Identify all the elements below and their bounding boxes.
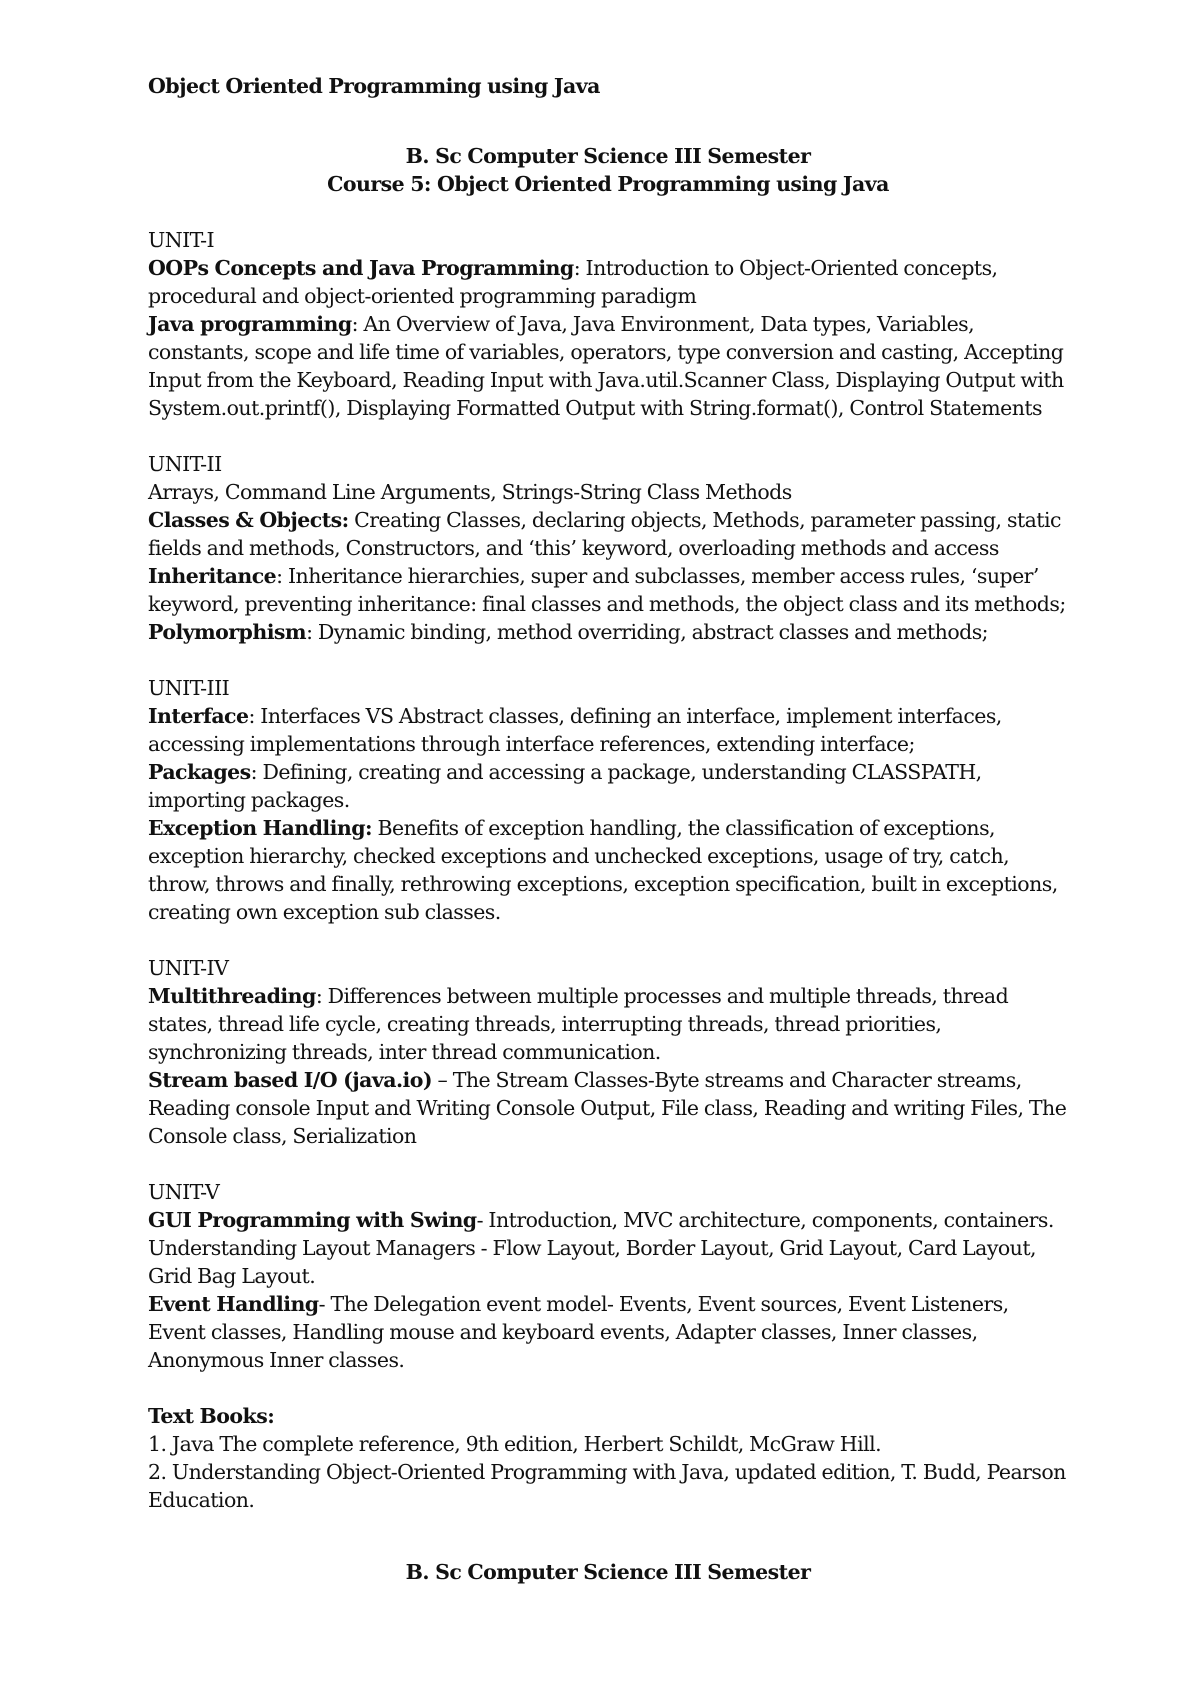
unit-section (148, 450, 1068, 646)
unit-heading: UNIT-III (148, 676, 230, 700)
topic-text: - The Delegation event model- Events, Event sources, Event Listeners, Event classes, Handling mouse and keyboard events, Adapter classes, Inner classes, Anonymous Inner classes. (148, 1292, 1009, 1372)
unit-section (148, 954, 1068, 1150)
topic-paragraph (148, 310, 1068, 422)
topic-lead: Exception Handling: (148, 816, 372, 840)
topic-text: - Introduction, MVC architecture, components, containers. Understanding Layout Managers - Flow Layout, Border Layout, Grid Layout, Card Layout, Grid Bag Layout. (148, 1208, 1054, 1288)
course-semester-title: B. Sc Computer Science III Semester (405, 144, 811, 168)
topic-text: : Introduction to Object-Oriented concepts, procedural and object-oriented programming paradigm (148, 256, 998, 308)
textbook-item: 2. Understanding Object-Oriented Programming with Java, updated edition, T. Budd, Pearson Education. (148, 1460, 1066, 1512)
topic-paragraph (148, 1206, 1068, 1290)
topic-lead: Inheritance (148, 564, 277, 588)
topic-text: : An Overview of Java, Java Environment, Data types, Variables, constants, scope and life time of variables, operators, type conversion and casting, Accepting Input from the Keyboard, Reading Input with Java.util.Scanner Class, Displaying Output with System.out.printf(), Displaying Formatted Output with String.format(), Control Statements (148, 312, 1064, 420)
topic-lead: OOPs Concepts and Java Programming (148, 256, 574, 280)
unit-heading: UNIT-I (148, 228, 215, 252)
topic-text: – The Stream Classes-Byte streams and Character streams, Reading console Input and Writing Console Output, File class, Reading and writing Files, The Console class, Serialization (148, 1068, 1067, 1148)
topic-paragraph (148, 702, 1068, 758)
unit-heading: UNIT-II (148, 452, 222, 476)
topic-lead: Multithreading (148, 984, 316, 1008)
topic-text: : Differences between multiple processes and multiple threads, thread states, thread life cycle, creating threads, interrupting threads, thread priorities, synchronizing threads, inter thread communication. (148, 984, 1009, 1064)
topic-text: : Interfaces VS Abstract classes, defining an interface, implement interfaces, accessing implementations through interface references, extending interface; (148, 704, 1002, 756)
topic-paragraph (148, 618, 1068, 646)
topic-paragraph (148, 982, 1068, 1066)
topic-text: : Defining, creating and accessing a package, understanding CLASSPATH, importing packages. (148, 760, 982, 812)
topic-text: : Dynamic binding, method overriding, abstract classes and methods; (306, 620, 989, 644)
topic-paragraph (148, 758, 1068, 814)
topic-paragraph (148, 562, 1068, 618)
topic-paragraph (148, 478, 1068, 506)
topic-lead: Classes & Objects: (148, 508, 349, 532)
unit-section (148, 674, 1068, 926)
next-course-title: B. Sc Computer Science III Semester (405, 1560, 811, 1584)
unit-section (148, 1178, 1068, 1374)
unit-section (148, 226, 1068, 422)
unit-heading: UNIT-V (148, 1180, 220, 1204)
topic-lead: Stream based I/O (java.io) (148, 1068, 433, 1092)
topic-paragraph (148, 506, 1068, 562)
textbook-item: 1. Java The complete reference, 9th edition, Herbert Schildt, McGraw Hill. (148, 1432, 882, 1456)
textbooks-section (148, 1402, 1068, 1514)
topic-lead: Polymorphism (148, 620, 307, 644)
topic-lead: Event Handling (148, 1292, 319, 1316)
topic-lead: Interface (148, 704, 249, 728)
topic-lead: Java programming (148, 312, 352, 336)
unit-heading: UNIT-IV (148, 956, 229, 980)
document-header: Object Oriented Programming using Java (148, 74, 600, 98)
topic-paragraph (148, 1066, 1068, 1150)
topic-lead: Packages (148, 760, 251, 784)
topic-lead: GUI Programming with Swing (148, 1208, 477, 1232)
topic-paragraph (148, 254, 1068, 310)
topic-text: Arrays, Command Line Arguments, Strings-String Class Methods (148, 480, 792, 504)
topic-paragraph (148, 1290, 1068, 1374)
document-page (148, 72, 1068, 1586)
topic-text: Creating Classes, declaring objects, Methods, parameter passing, static fields and methods, Constructors, and ‘this’ keyword, overloading methods and access (148, 508, 1061, 560)
topic-text: : Inheritance hierarchies, super and subclasses, member access rules, ‘super’ keyword, preventing inheritance: final classes and methods, the object class and its methods; (148, 564, 1066, 616)
textbooks-heading: Text Books: (148, 1404, 275, 1428)
course-name-title: Course 5: Object Oriented Programming using Java (327, 172, 889, 196)
topic-text: Benefits of exception handling, the classification of exceptions, exception hierarchy, checked exceptions and unchecked exceptions, usage of try, catch, throw, throws and finally, rethrowing exceptions, exception specification, built in exceptions, creating own exception sub classes. (148, 816, 1058, 924)
topic-paragraph (148, 814, 1068, 926)
